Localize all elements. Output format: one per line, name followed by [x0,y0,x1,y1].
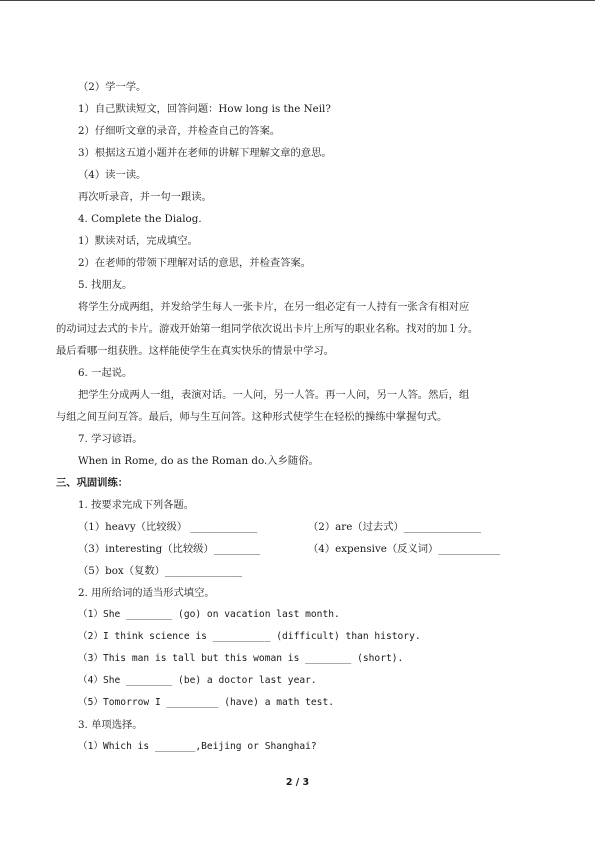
exercise-1-q1: （1）heavy（比较级） _____________ [78,521,258,533]
speak-para-line-2: 与组之间互问互答。最后，师与生互问答。这种形式使学生在轻松的操练中掌握句式。 [56,411,448,423]
exercise-1-q3: （3）interesting（比较级）_________ [78,543,261,555]
step-learn-item-1: 1）自己默读短文，回答问题：How long is the Neil? [78,103,331,115]
proverb-text: When in Rome, do as the Roman do.入乡随俗。 [78,455,319,467]
exercise-3-heading: 3. 单项选择。 [78,719,143,731]
speak-para-line-1: 把学生分成两人一组，表演对话。一人问，另一人答。再一人问，另一人答。然后，组 [78,389,470,401]
step-learn-item-3: 3）根据这五道小题并在老师的讲解下理解文章的意思。 [78,147,332,159]
exercise-3-q1: （1）Which is _______,Beijing or Shanghai? [78,741,317,752]
page-number: 2 / 3 [285,777,310,788]
dialog-item-1: 1）默读对话，完成填空。 [78,235,198,247]
exercise-1-heading: 1. 按要求完成下列各题。 [78,499,195,511]
header-rule [0,0,595,1]
step-read-heading: （4）读一读。 [78,169,147,181]
section-consolidation-heading: 三、巩固训练： [56,477,129,489]
exercise-1-q4: （4）expensive（反义词）____________ [308,543,501,555]
section-proverb: 7. 学习谚语。 [78,433,143,445]
exercise-2-q3: （3）This man is tall but this woman is ________ (short). [78,653,404,664]
section-speak-together: 6. 一起说。 [78,367,133,379]
exercise-2-q1: （1）She ________ (go) on vacation last month. [78,609,340,620]
find-friends-para-line-3: 最后看哪一组获胜。这样能使学生在真实快乐的情景中学习。 [56,345,335,357]
exercise-2-q5: （5）Tomorrow I _________ (have) a math test. [78,697,335,708]
step-learn-heading: （2）学一学。 [78,81,147,93]
exercise-2-q2: （2）I think science is __________ (difficult) than history. [78,631,421,642]
find-friends-para-line-2: 的动词过去式的卡片。游戏开始第一组同学依次说出卡片上所写的职业名称。找对的加１分。 [56,323,479,335]
find-friends-para-line-1: 将学生分成两组，并发给学生每人一张卡片，在另一组必定有一人持有一张含有相对应 [78,301,470,313]
section-complete-dialog: 4. Complete the Dialog. [78,213,202,225]
exercise-2-q4: （4）She ________ (be) a doctor last year. [78,675,317,686]
dialog-item-2: 2）在老师的带领下理解对话的意思，并检查答案。 [78,257,312,269]
section-find-friends: 5. 找朋友。 [78,279,133,291]
exercise-1-q2: （2）are（过去式）_______________ [308,521,482,533]
exercise-1-q5: （5）box（复数）_______________ [78,565,243,577]
exercise-2-heading: 2. 用所给词的适当形式填空。 [78,587,215,599]
step-learn-item-2: 2）仔细听文章的录音，并检查自己的答案。 [78,125,281,137]
step-read-text: 再次听录音，并一句一跟读。 [78,191,212,203]
